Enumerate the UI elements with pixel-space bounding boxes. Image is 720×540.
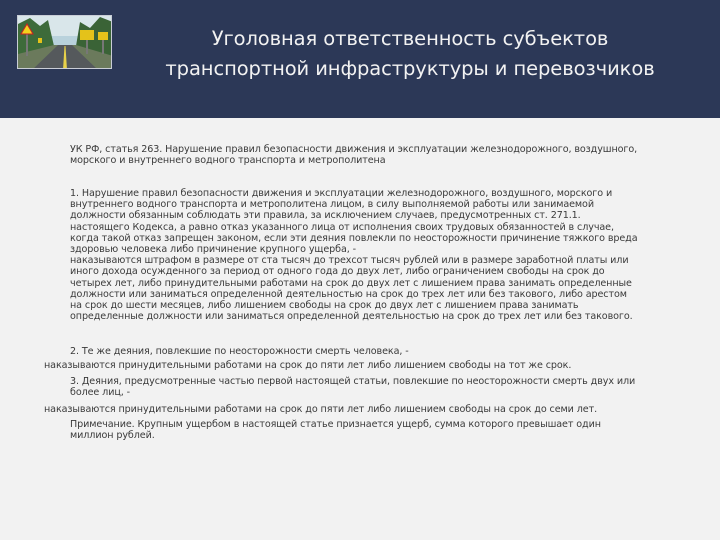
part-1-line: определенные должности или заниматься определенной деятельностью на срок до трех лет или без такового. (70, 311, 633, 323)
part-1-line: настоящего Кодекса, а равно отказ указанного лица от исполнения своих трудовых обязанностей в случае, (70, 221, 614, 233)
part-1-line: наказываются штрафом в размере от ста тысяч до трехсот тысяч рублей или в размере заработной платы или (70, 255, 629, 267)
road-photo-icon (17, 15, 112, 69)
part-1-line: иного дохода осужденного за период от одного года до двух лет, либо ограничением свободы на срок до (70, 266, 605, 278)
part-1-line: 1. Нарушение правил безопасности движения и эксплуатации железнодорожного, воздушного, морского и (70, 188, 613, 199)
part-2-paragraph (70, 346, 409, 357)
part-3-punishment-line: наказываются принудительными работами на срок до пяти лет либо лишением свободы на срок до семи лет. (44, 404, 598, 415)
part-2-line: 2. Те же деяния, повлекшие по неосторожности смерть человека, - (70, 346, 409, 357)
note-paragraph (70, 419, 601, 441)
part-1-line: на срок до шести месяцев, либо лишением свободы на срок до двух лет с лишением права занимать (70, 300, 579, 312)
road-photo-graphic (18, 16, 112, 69)
part-3-line: более лиц, - (70, 387, 131, 399)
content-panel (0, 118, 720, 540)
intro-line: морского и внутреннего водного транспорта и метрополитена (70, 155, 386, 167)
part-3-paragraph (70, 376, 635, 398)
part-1-line: здоровью человека либо причинение крупного ущерба, - (70, 244, 356, 256)
intro-line: УК РФ, статья 263. Нарушение правил безопасности движения и эксплуатации железнодорожного, воздушного, (70, 144, 638, 155)
part-1-line: должности обязанным соблюдать эти правила, за исключением случаев, предусмотренных ст. 271.1. (70, 210, 581, 222)
note-line: Примечание. Крупным ущербом в настоящей статье признается ущерб, сумма которого превышает один (70, 419, 601, 430)
part-2-punishment (44, 360, 571, 371)
part-2-punishment-line: наказываются принудительными работами на срок до пяти лет либо лишением свободы на тот же срок. (44, 360, 572, 371)
intro-paragraph (70, 144, 637, 166)
part-1-line: должности или заниматься определенной деятельностью на срок до трех лет или без такового, либо арестом (70, 288, 627, 300)
page-title (140, 24, 680, 84)
part-3-punishment (44, 404, 597, 415)
part-1-line: внутреннего водного транспорта и метрополитена лицом, в силу выполняемой работы или занимаемой (70, 199, 594, 211)
part-3-line: 3. Деяния, предусмотренные частью первой настоящей статьи, повлекшие по неосторожности смерть двух или (70, 376, 636, 387)
part-1-line: четырех лет, либо принудительными работами на срок до двух лет с лишением права занимать определенные (70, 277, 632, 289)
note-line: миллион рублей. (70, 430, 155, 442)
part-1-paragraph (70, 188, 638, 322)
title-line-1: Уголовная ответственность субъектов (211, 27, 609, 50)
part-1-line: когда такой отказ запрещен законом, если эти деяния повлекли по неосторожности причинение тяжкого вреда (70, 232, 638, 244)
title-line-2: транспортной инфраструктуры и перевозчиков (165, 57, 655, 80)
